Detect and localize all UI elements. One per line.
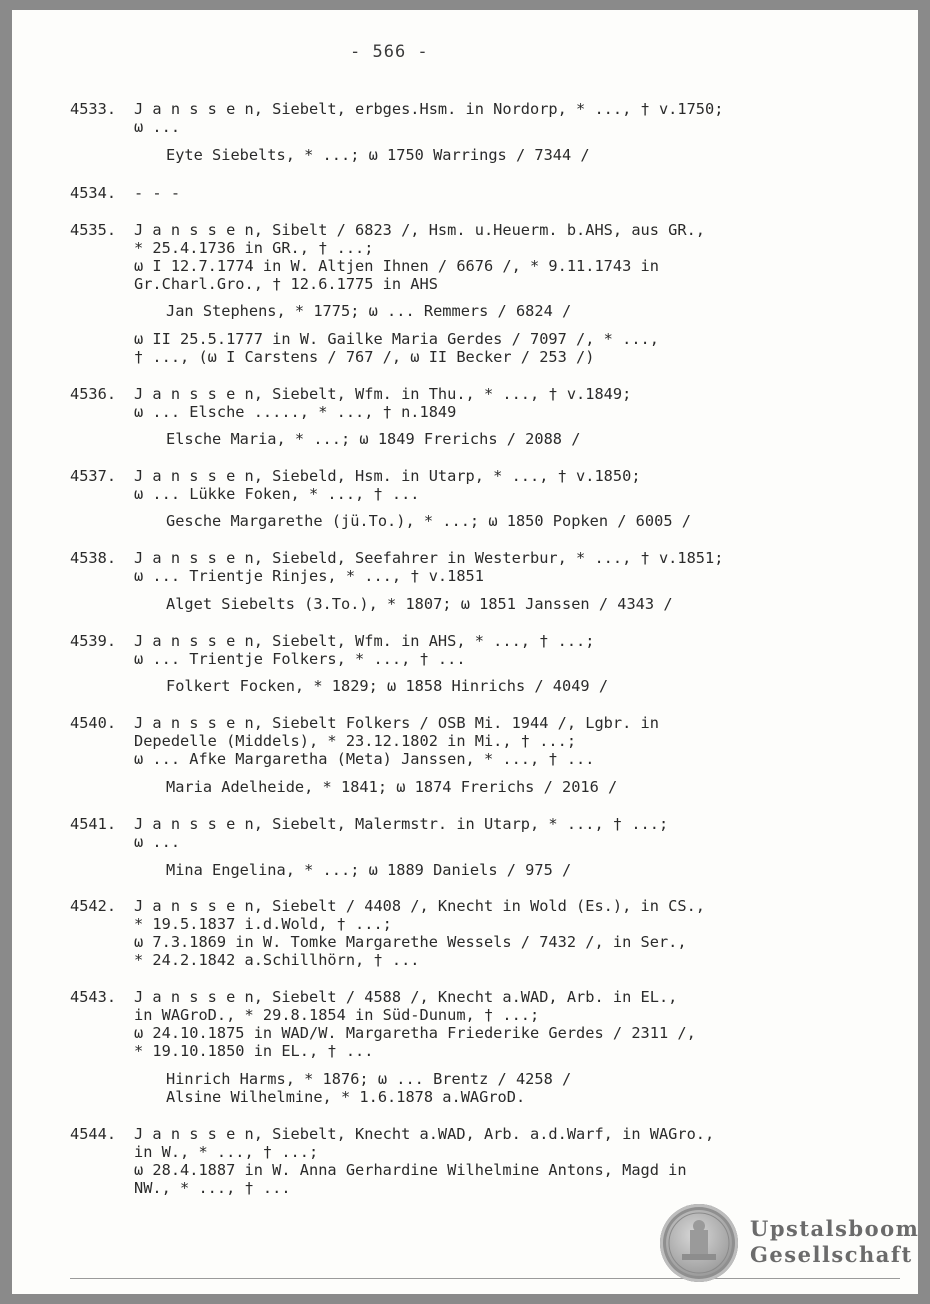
entry-line: ω I 12.7.1774 in W. Altjen Ihnen / 6676 /, * 9.11.1743 in xyxy=(134,257,659,275)
entry-line: - - - xyxy=(134,184,181,202)
entry-line: Gr.Charl.Gro., † 12.6.1775 in AHS xyxy=(134,275,438,293)
entry-number: 4535. xyxy=(70,221,117,239)
entry-line: J a n s s e n, Siebelt / 4588 /, Knecht a.WAD, Arb. in EL., xyxy=(134,988,678,1006)
entry-line: ω ... Trientje Folkers, * ..., † ... xyxy=(134,650,466,668)
entry-line: ω 28.4.1887 in W. Anna Gerhardine Wilhelmine Antons, Magd in xyxy=(134,1161,687,1179)
entry-line: ω II 25.5.1777 in W. Gailke Maria Gerdes / 7097 /, * ..., xyxy=(134,330,659,348)
child-line: Jan Stephens, * 1775; ω ... Remmers / 6824 / xyxy=(166,302,572,320)
entry-line: ω ... Elsche ....., * ..., † n.1849 xyxy=(134,403,457,421)
child-line: Folkert Focken, * 1829; ω 1858 Hinrichs / 4049 / xyxy=(166,677,609,695)
entry-line: in W., * ..., † ...; xyxy=(134,1143,319,1161)
entry-number: 4539. xyxy=(70,632,117,650)
entry-line: J a n s s e n, Siebeld, Hsm. in Utarp, * ..., † v.1850; xyxy=(134,467,641,485)
logo-text-gesellschaft: Gesellschaft xyxy=(750,1242,913,1267)
entry-number: 4540. xyxy=(70,714,117,732)
child-line: Alsine Wilhelmine, * 1.6.1878 a.WAGroD. xyxy=(166,1088,526,1106)
child-line: Hinrich Harms, * 1876; ω ... Brentz / 4258 / xyxy=(166,1070,572,1088)
entry-line: J a n s s e n, Siebelt, erbges.Hsm. in Nordorp, * ..., † v.1750; xyxy=(134,100,724,118)
entry-number: 4537. xyxy=(70,467,117,485)
entry-line: ω ... xyxy=(134,118,181,136)
document-page xyxy=(12,10,918,1294)
entry-line: Depedelle (Middels), * 23.12.1802 in Mi., † ...; xyxy=(134,732,577,750)
entry-number: 4541. xyxy=(70,815,117,833)
entry-line: ω ... Trientje Rinjes, * ..., † v.1851 xyxy=(134,567,484,585)
entry-number: 4536. xyxy=(70,385,117,403)
child-line: Gesche Margarethe (jü.To.), * ...; ω 1850 Popken / 6005 / xyxy=(166,512,691,530)
child-line: Elsche Maria, * ...; ω 1849 Frerichs / 2088 / xyxy=(166,430,581,448)
entry-line: * 25.4.1736 in GR., † ...; xyxy=(134,239,374,257)
entry-number: 4533. xyxy=(70,100,117,118)
bottom-divider xyxy=(70,1278,900,1279)
entry-number: 4538. xyxy=(70,549,117,567)
entry-line: in WAGroD., * 29.8.1854 in Süd-Dunum, † ...; xyxy=(134,1006,540,1024)
entry-line: † ..., (ω I Carstens / 767 /, ω II Becker / 253 /) xyxy=(134,348,595,366)
entry-number: 4543. xyxy=(70,988,117,1006)
entry-line: * 24.2.1842 a.Schillhörn, † ... xyxy=(134,951,420,969)
entry-line: * 19.10.1850 in EL., † ... xyxy=(134,1042,374,1060)
entry-line: J a n s s e n, Siebelt Folkers / OSB Mi. 1944 /, Lgbr. in xyxy=(134,714,659,732)
entry-number: 4534. xyxy=(70,184,117,202)
child-line: Eyte Siebelts, * ...; ω 1750 Warrings / 7344 / xyxy=(166,146,590,164)
entry-line: J a n s s e n, Siebelt, Knecht a.WAD, Arb. a.d.Warf, in WAGro., xyxy=(134,1125,715,1143)
entry-line: J a n s s e n, Sibelt / 6823 /, Hsm. u.Heuerm. b.AHS, aus GR., xyxy=(134,221,705,239)
entry-line: J a n s s e n, Siebelt, Malermstr. in Utarp, * ..., † ...; xyxy=(134,815,669,833)
entry-line: J a n s s e n, Siebeld, Seefahrer in Westerbur, * ..., † v.1851; xyxy=(134,549,724,567)
page-number: - 566 - xyxy=(350,42,429,62)
entry-line: J a n s s e n, Siebelt, Wfm. in Thu., * ..., † v.1849; xyxy=(134,385,632,403)
entry-line: NW., * ..., † ... xyxy=(134,1179,291,1197)
child-line: Maria Adelheide, * 1841; ω 1874 Frerichs / 2016 / xyxy=(166,778,618,796)
logo-text-upstalsboom: Upstalsboom xyxy=(750,1216,920,1241)
entry-line: * 19.5.1837 i.d.Wold, † ...; xyxy=(134,915,392,933)
entry-line: J a n s s e n, Siebelt, Wfm. in AHS, * ..., † ...; xyxy=(134,632,595,650)
entry-number: 4544. xyxy=(70,1125,117,1143)
child-line: Alget Siebelts (3.To.), * 1807; ω 1851 Janssen / 4343 / xyxy=(166,595,673,613)
entry-line: J a n s s e n, Siebelt / 4408 /, Knecht in Wold (Es.), in CS., xyxy=(134,897,705,915)
entry-line: ω 24.10.1875 in WAD/W. Margaretha Friederike Gerdes / 2311 /, xyxy=(134,1024,696,1042)
child-line: Mina Engelina, * ...; ω 1889 Daniels / 975 / xyxy=(166,861,572,879)
entry-number: 4542. xyxy=(70,897,117,915)
seal-icon xyxy=(660,1204,738,1282)
entry-line: ω 7.3.1869 in W. Tomke Margarethe Wessels / 7432 /, in Ser., xyxy=(134,933,687,951)
entry-line: ω ... Afke Margaretha (Meta) Janssen, * ..., † ... xyxy=(134,750,595,768)
entry-line: ω ... Lükke Foken, * ..., † ... xyxy=(134,485,420,503)
entry-line: ω ... xyxy=(134,833,181,851)
